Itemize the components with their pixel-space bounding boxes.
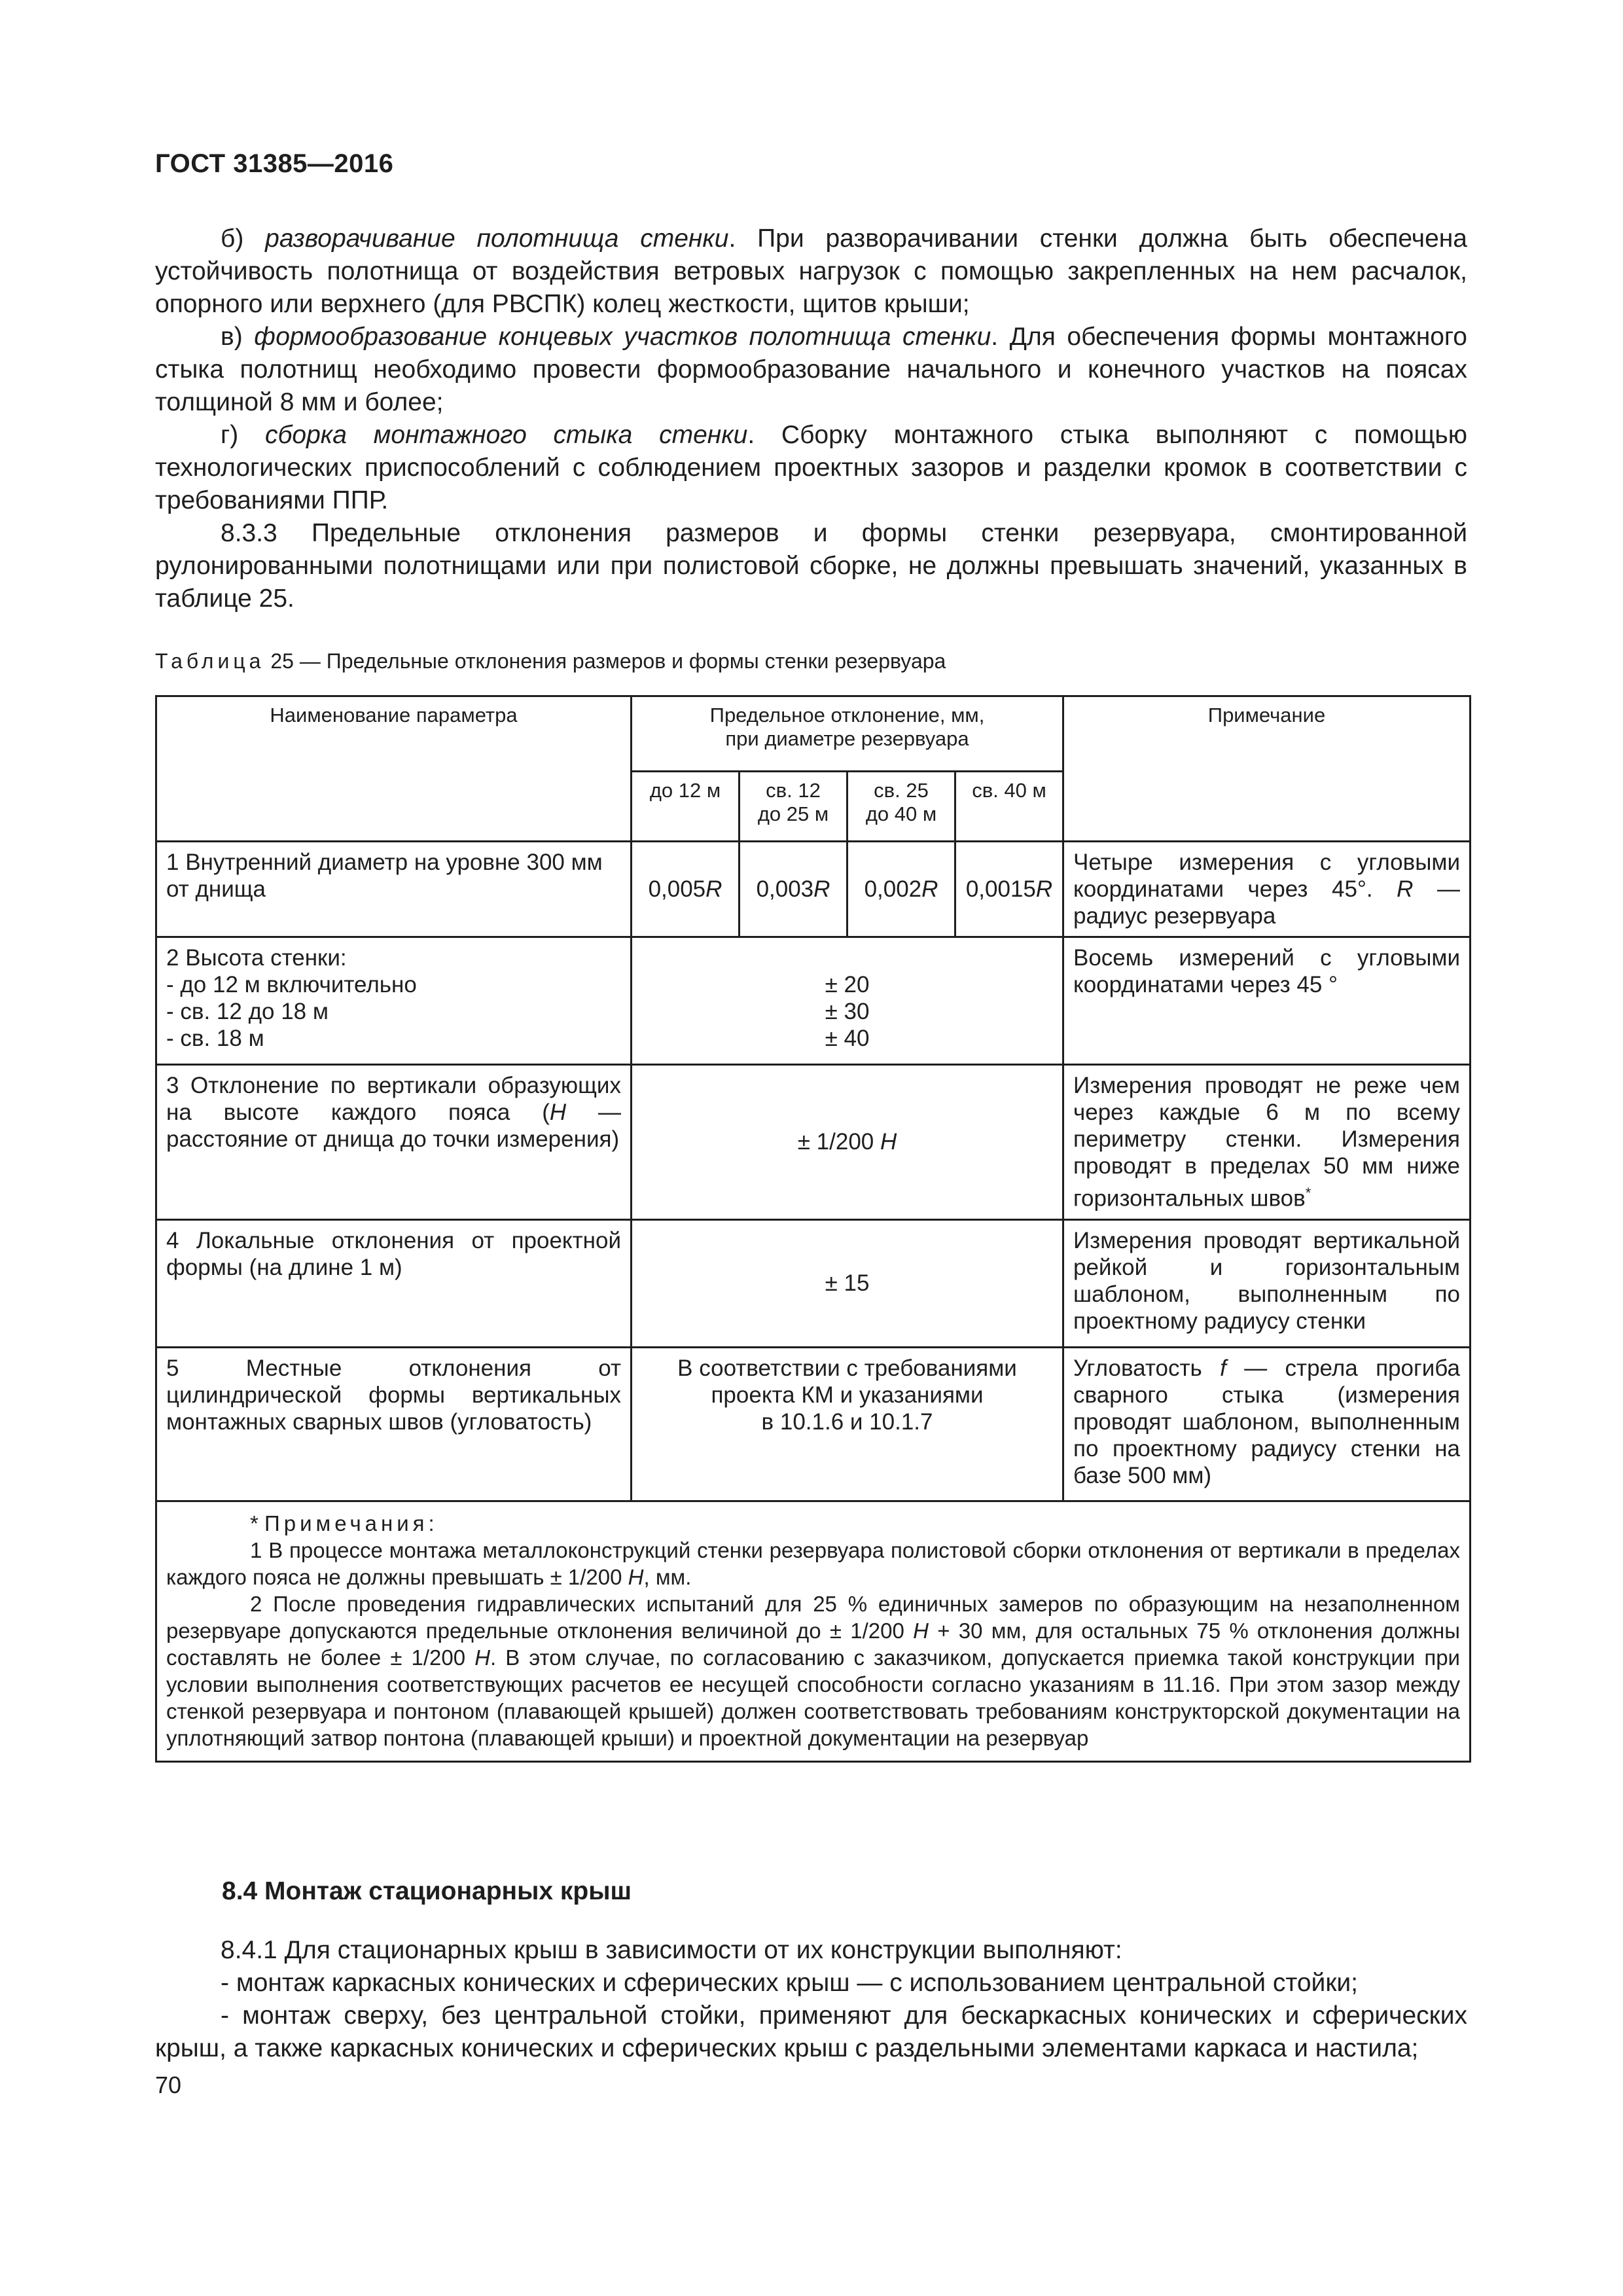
value-line: ± 40 <box>825 1026 870 1051</box>
header-note: Примечание <box>1063 696 1471 842</box>
footnote-mark: * <box>1305 1185 1311 1201</box>
note-text: + 30 мм, для остальных 75 % отклонения должны составлять не более ± 1/200 <box>166 1618 1460 1670</box>
header-deviation-line: при диаметре резервуара <box>725 727 969 750</box>
param-text: — расстояние от днища до точки измерения) <box>166 1100 621 1152</box>
note-text: Угловатость <box>1073 1355 1221 1381</box>
row4-param: 4 Локальные отклонения от проектной формы (на длине 1 м) <box>156 1219 632 1347</box>
page-number: 70 <box>155 2072 182 2098</box>
header-line: св. 12 <box>766 779 821 802</box>
header-param: Наименование параметра <box>156 696 632 842</box>
table-row <box>156 1347 1471 1501</box>
paragraph-g <box>155 419 1467 517</box>
row5-note <box>1063 1347 1471 1501</box>
row5-value <box>632 1347 1063 1501</box>
table-caption <box>155 648 1467 674</box>
note-symbol: f <box>1220 1355 1226 1381</box>
row4-value: ± 15 <box>632 1219 1063 1347</box>
table-row <box>156 1219 1471 1347</box>
note-text: Измерения проводят не реже чем через каждые 6 м по всему периметру стенки. Измерения проводят в пределах 50 мм ниже горизонтальных швов <box>1073 1073 1460 1211</box>
header-deviation-line: Предельное отклонение, мм, <box>709 704 985 726</box>
value-number: 0,005 <box>648 876 706 902</box>
row2-param <box>156 937 632 1065</box>
item-term: сборка монтажного стыка стенки <box>264 421 748 449</box>
note-text: , мм. <box>643 1564 692 1589</box>
value-number: 0,003 <box>756 876 814 902</box>
note-symbol: R <box>1397 876 1414 902</box>
row1-value-d1 <box>632 842 740 937</box>
row3-note <box>1063 1065 1471 1220</box>
value-line: В соответствии с требованиями <box>677 1355 1017 1381</box>
item-term: формообразование концевых участков полотнища стенки <box>254 323 991 351</box>
value-symbol: H <box>880 1129 897 1155</box>
value-symbol: R <box>1035 876 1053 902</box>
param-line: - св. 18 м <box>166 1026 264 1051</box>
note-symbol: H <box>474 1645 491 1670</box>
table-notes <box>156 1501 1471 1761</box>
note-text: . В этом случае, по согласованию с заказчиком, допускается приемка такой конструкции при условии выполнения соответствующих расчетов ее несущей способности согласно указаниям в 11.16. При этом зазор между стенкой резервуара и понтоном (плавающей крышей) должен соответствовать требованиям конструкторской документации на уплотняющий затвор понтона (плавающей крыши) и проектной документации на резервуар <box>166 1645 1460 1750</box>
row3-value <box>632 1065 1063 1220</box>
note-text: — стрела прогиба сварного стыка (измерения проводят шаблоном, выполненным по проектному радиусу стенки на базе 500 мм) <box>1073 1355 1460 1488</box>
deviation-table <box>155 695 1471 1763</box>
note-text: 2 После проведения гидравлических испытаний для 25 % единичных замеров по образующим на незаполненном резервуаре допускаются предельные отклонения величиной до ± 1/200 <box>166 1591 1460 1643</box>
caption-label: Таблица <box>155 649 265 673</box>
paragraph-8-3-3: 8.3.3 Предельные отклонения размеров и формы стенки резервуара, смонтированной рулонированными полотнищами или при полистовой сборке, не должны превышать значений, указанных в таблице 25. <box>155 519 1467 613</box>
header-line: до 25 м <box>757 802 829 825</box>
value-line: ± 20 <box>825 972 870 997</box>
value-symbol: R <box>921 876 938 902</box>
note-text: — радиус резервуара <box>1073 876 1460 929</box>
section-body <box>155 1934 1467 2065</box>
row5-param: 5 Местные отклонения от цилиндрической формы вертикальных монтажных сварных швов (угловатость) <box>156 1347 632 1501</box>
value-line: в 10.1.6 и 10.1.7 <box>761 1408 933 1435</box>
header-d4: св. 40 м <box>955 772 1063 842</box>
row1-value-d4 <box>955 842 1063 937</box>
document-header: ГОСТ 31385—2016 <box>155 149 394 178</box>
param-text: 3 Отклонение по вертикали образующих на высоте каждого пояса ( <box>166 1073 621 1125</box>
param-line: 2 Высота стенки: <box>166 945 347 971</box>
item-text: . При разворачивании стенки должна быть обеспечена устойчивость полотнища от воздействия ветровых нагрузок с помощью закрепленных на нем расчалок, опорного или верхнего (для РВСПК) колец жесткости, щитов крыши; <box>155 224 1467 318</box>
item-text: . Для обеспечения формы монтажного стыка полотнищ необходимо провести формообразование начального и конечного участков на поясах толщиной 8 мм и более; <box>155 323 1467 416</box>
header-d1: до 12 м <box>632 772 740 842</box>
notes-title <box>166 1510 1460 1537</box>
note-symbol: H <box>913 1618 929 1643</box>
value-line: проекта КМ и указаниями <box>711 1382 984 1408</box>
header-line: св. 25 <box>874 779 929 802</box>
item-prefix: б) <box>221 224 266 253</box>
value-number: 0,002 <box>864 876 922 902</box>
row2-note: Восемь измерений с угловыми координатами через 45 ° <box>1063 937 1471 1065</box>
row3-param <box>156 1065 632 1220</box>
table-notes-row <box>156 1501 1471 1761</box>
note-text: Четыре измерения с угловыми координатами через 45°. <box>1073 850 1460 902</box>
paragraph-b <box>155 223 1467 321</box>
body-text <box>155 223 1467 615</box>
notes-title-text: Примечания: <box>264 1511 438 1535</box>
list-item: - монтаж сверху, без центральной стойки, применяют для бескаркасных конических и сферических крыш, а также каркасных конических и сферических крыш с раздельными элементами каркаса и настила; <box>155 2001 1467 2062</box>
caption-text: 25 — Предельные отклонения размеров и формы стенки резервуара <box>264 649 946 673</box>
note-text: 1 В процессе монтажа металлоконструкций стенки резервуара полистовой сборки отклонения от вертикали в пределах каждого пояса не должны превышать ± 1/200 <box>166 1537 1460 1589</box>
header-d3 <box>847 772 955 842</box>
item-prefix: г) <box>221 421 265 449</box>
footnote-mark: * <box>250 1511 265 1535</box>
list-item: - монтаж каркасных конических и сферических крыш — с использованием центральной стойки; <box>221 1969 1359 1997</box>
item-term: разворачивание полотнища стенки <box>265 224 729 253</box>
header-line: до 40 м <box>865 802 937 825</box>
section-title: 8.4 Монтаж стационарных крыш <box>222 1877 632 1905</box>
note-2 <box>166 1590 1460 1751</box>
note-1 <box>166 1537 1460 1590</box>
header-deviation <box>632 696 1063 772</box>
value-text: ± 1/200 <box>797 1129 880 1155</box>
table-row <box>156 842 1471 937</box>
table-row <box>156 937 1471 1065</box>
param-symbol: H <box>549 1100 567 1125</box>
value-number: 0,0015 <box>965 876 1036 902</box>
row2-value <box>632 937 1063 1065</box>
item-prefix: в) <box>221 323 255 351</box>
row4-note: Измерения проводят вертикальной рейкой и горизонтальным шаблоном, выполненным по проектному радиусу стенки <box>1063 1219 1471 1347</box>
row1-note <box>1063 842 1471 937</box>
row1-value-d2 <box>740 842 847 937</box>
value-symbol: R <box>705 876 722 902</box>
paragraph-8-4-1: 8.4.1 Для стационарных крыш в зависимости от их конструкции выполняют: <box>221 1936 1122 1964</box>
item-text: . Сборку монтажного стыка выполняют с помощью технологических приспособлений с соблюдением проектных зазоров и разделки кромок в соответствии с требованиями ППР. <box>155 421 1467 514</box>
paragraph-v <box>155 321 1467 419</box>
value-line: ± 30 <box>825 999 870 1024</box>
header-d2 <box>740 772 847 842</box>
row1-value-d3 <box>847 842 955 937</box>
value-symbol: R <box>813 876 830 902</box>
param-line: - св. 12 до 18 м <box>166 999 329 1024</box>
table-header-row <box>156 696 1471 772</box>
param-line: - до 12 м включительно <box>166 972 417 997</box>
row1-param: 1 Внутренний диаметр на уровне 300 мм от днища <box>156 842 632 937</box>
note-symbol: H <box>628 1564 644 1589</box>
table-row <box>156 1065 1471 1220</box>
